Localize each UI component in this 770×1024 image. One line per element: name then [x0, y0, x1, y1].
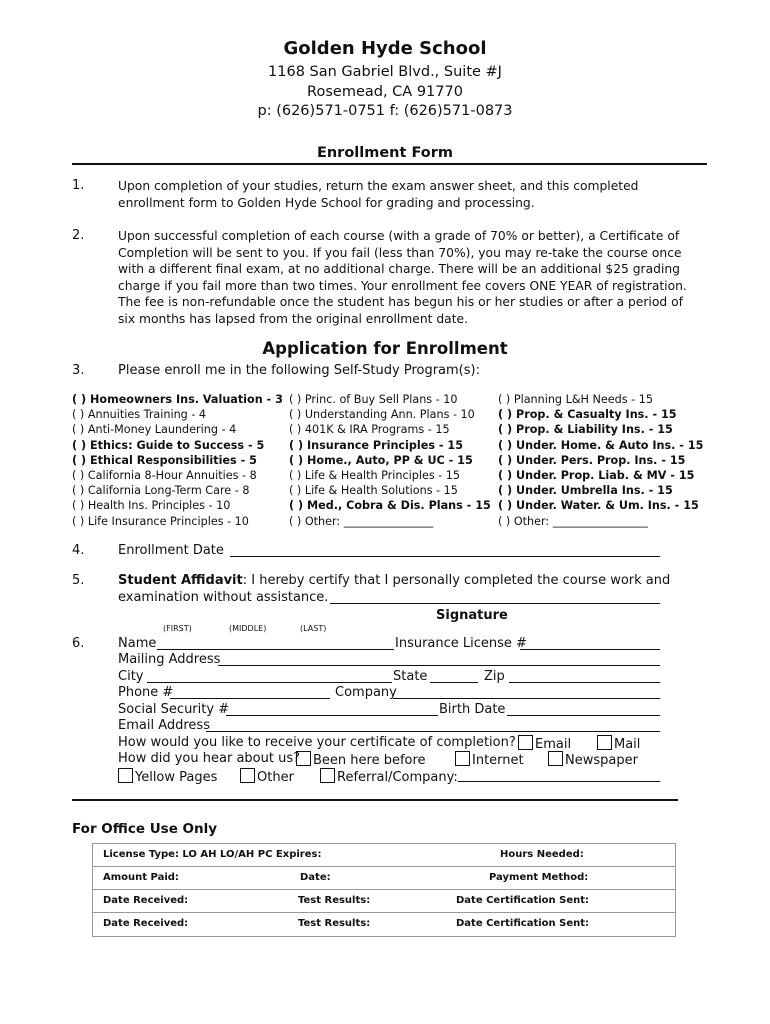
program-option[interactable]: ( ) Ethical Responsibilities - 5: [72, 453, 257, 467]
program-option[interactable]: ( ) Health Ins. Principles - 10: [72, 499, 231, 513]
ssn-label: Social Security #: [118, 702, 230, 717]
hear-been-here-option[interactable]: [296, 751, 426, 768]
name-hint-middle: (MIDDLE): [229, 624, 267, 633]
state-label: State: [393, 669, 428, 684]
company-field[interactable]: [393, 698, 660, 699]
phone-field[interactable]: [170, 698, 330, 699]
mail-checkbox[interactable]: [597, 735, 612, 750]
office-use-title: For Office Use Only: [72, 821, 218, 837]
program-column-2: [289, 392, 491, 529]
program-option[interactable]: ( ) California 8-Hour Annuities - 8: [72, 469, 257, 483]
affidavit-text: : I hereby certify that I personally completed the course work and: [242, 573, 671, 588]
address-line-1: 1168 San Gabriel Blvd., Suite #J: [268, 64, 502, 80]
section-rule: [72, 799, 678, 801]
program-option[interactable]: ( ) Under. Umbrella Ins. - 15: [498, 484, 673, 498]
email-address-label: Email Address: [118, 718, 210, 733]
enrollment-date-field[interactable]: [230, 556, 660, 557]
phone-fax: p: (626)571-0751 f: (626)571-0873: [257, 103, 513, 119]
office-cell-results-1: Test Results:: [298, 895, 371, 906]
form-title: Enrollment Form: [316, 145, 454, 161]
program-option[interactable]: ( ) 401K & IRA Programs - 15: [289, 423, 450, 437]
item-3-text: Please enroll me in the following Self-Study Program(s):: [118, 363, 480, 378]
hear-other-option[interactable]: [240, 768, 294, 785]
name-field[interactable]: [157, 649, 394, 650]
program-column-1: [72, 392, 283, 529]
name-hint-first: (FIRST): [163, 624, 192, 633]
address-line-2: Rosemead, CA 91770: [307, 84, 463, 100]
program-option[interactable]: ( ) Understanding Ann. Plans - 10: [289, 408, 475, 422]
zip-field[interactable]: [509, 682, 660, 683]
program-option[interactable]: ( ) Other: _________________: [498, 514, 648, 528]
item-2-text: Upon successful completion of each course (with a grade of 70% or better), a Certificate of Completion will be sent to you. If you fail (less than 70%), you may re-take the course once with a different final exam, at no additional charge. There will be an additional $25 grading charge if you fail more than two times. Your enrollment fee covers ONE YEAR of registration. The fee is non-refundable once the student has begun his or her studies or after a period of six months has lapsed from the original enrollment date.: [118, 229, 687, 326]
yellow-pages-label: Yellow Pages: [135, 770, 218, 785]
ssn-field[interactable]: [226, 715, 438, 716]
program-option[interactable]: ( ) Planning L&H Needs - 15: [498, 393, 653, 406]
office-cell-cert-1: Date Certification Sent:: [456, 895, 590, 906]
program-option[interactable]: ( ) Life Insurance Principles - 10: [72, 514, 249, 528]
phone-label: Phone #: [118, 685, 174, 700]
email-address-field[interactable]: [206, 731, 660, 732]
office-cell-received-1: Date Received:: [103, 895, 189, 906]
office-cell-received-2: Date Received:: [103, 918, 189, 929]
internet-checkbox[interactable]: [455, 751, 470, 766]
name-label: Name: [118, 636, 157, 651]
item-6-number: 6.: [72, 636, 85, 651]
hear-referral-option[interactable]: [320, 768, 458, 785]
program-option[interactable]: ( ) Home., Auto, PP & UC - 15: [289, 453, 473, 467]
item-3-number: 3.: [72, 363, 85, 378]
email-checkbox[interactable]: [518, 735, 533, 750]
license-field[interactable]: [520, 649, 660, 650]
mailing-label: Mailing Address: [118, 652, 221, 667]
program-option[interactable]: ( ) Anti-Money Laundering - 4: [72, 423, 237, 437]
affidavit-label: Student Affidavit: [118, 573, 243, 588]
office-cell-license: License Type: LO AH LO/AH PC Expires:: [103, 849, 322, 860]
birth-date-label: Birth Date: [439, 702, 506, 717]
office-cell-payment: Payment Method:: [489, 872, 589, 883]
referral-field[interactable]: [458, 781, 660, 782]
item-2-number: 2.: [72, 228, 85, 243]
zip-label: Zip: [484, 669, 505, 684]
application-title: Application for Enrollment: [262, 339, 508, 358]
newspaper-checkbox[interactable]: [548, 751, 563, 766]
state-field[interactable]: [430, 682, 478, 683]
program-option[interactable]: ( ) Prop. & Casualty Ins. - 15: [498, 408, 677, 422]
city-label: City: [118, 669, 144, 684]
program-option[interactable]: ( ) Under. Pers. Prop. Ins. - 15: [498, 453, 686, 467]
office-cell-cert-2: Date Certification Sent:: [456, 918, 590, 929]
program-option[interactable]: ( ) Under. Prop. Liab. & MV - 15: [498, 469, 695, 483]
program-option[interactable]: ( ) Under. Home. & Auto Ins. - 15: [498, 438, 704, 452]
enrollment-date-label: Enrollment Date: [118, 543, 224, 558]
program-option[interactable]: ( ) Med., Cobra & Dis. Plans - 15: [289, 499, 491, 513]
receive-email-option[interactable]: [518, 735, 571, 752]
referral-label: Referral/Company:: [337, 770, 458, 785]
program-option[interactable]: ( ) Homeowners Ins. Valuation - 3: [72, 393, 283, 406]
other-checkbox[interactable]: [240, 768, 255, 783]
signature-label: Signature: [436, 608, 508, 623]
program-option[interactable]: ( ) Ethics: Guide to Success - 5: [72, 438, 265, 452]
program-option[interactable]: ( ) Life & Health Principles - 15: [289, 469, 461, 483]
been-here-checkbox[interactable]: [296, 751, 311, 766]
hear-internet-option[interactable]: [455, 751, 524, 768]
other-label: Other: [257, 770, 294, 785]
program-option[interactable]: ( ) Princ. of Buy Sell Plans - 10: [289, 393, 458, 406]
item-5-number: 5.: [72, 573, 85, 588]
mail-option-label: Mail: [614, 737, 641, 752]
signature-field[interactable]: [330, 603, 660, 604]
yellow-pages-checkbox[interactable]: [118, 768, 133, 783]
office-cell-hours: Hours Needed:: [500, 849, 584, 860]
item-1-text: Upon completion of your studies, return the exam answer sheet, and this completed enrollment form to Golden Hyde School for grading and processing.: [118, 179, 639, 210]
program-option[interactable]: ( ) Annuities Training - 4: [72, 408, 207, 422]
email-option-label: Email: [535, 737, 572, 752]
program-option[interactable]: ( ) Other: ________________: [289, 514, 434, 528]
newspaper-label: Newspaper: [565, 753, 638, 768]
program-option[interactable]: ( ) Under. Water. & Um. Ins. - 15: [498, 499, 699, 513]
office-cell-amount: Amount Paid:: [103, 872, 179, 883]
city-field[interactable]: [147, 682, 392, 683]
been-here-label: Been here before: [313, 753, 426, 768]
name-hint-last: (LAST): [300, 624, 327, 633]
affidavit-text-2: examination without assistance.: [118, 590, 329, 605]
hear-yellow-pages-option[interactable]: [118, 768, 217, 785]
license-label: Insurance License #: [395, 636, 527, 651]
company-label: Company: [335, 685, 397, 700]
program-column-3: [498, 392, 703, 529]
program-option[interactable]: ( ) California Long-Term Care - 8: [72, 484, 250, 498]
birth-date-field[interactable]: [507, 715, 660, 716]
office-cell-results-2: Test Results:: [298, 918, 371, 929]
program-option[interactable]: ( ) Prop. & Liability Ins. - 15: [498, 423, 673, 437]
hear-question: How did you hear about us?: [118, 751, 300, 766]
internet-label: Internet: [472, 753, 524, 768]
office-cell-date: Date:: [300, 872, 331, 883]
mailing-field[interactable]: [218, 665, 660, 666]
receive-question: How would you like to receive your certificate of completion?: [118, 735, 516, 750]
receive-mail-option[interactable]: [597, 735, 640, 752]
title-rule: [72, 163, 707, 165]
program-option[interactable]: ( ) Insurance Principles - 15: [289, 438, 463, 452]
item-1-number: 1.: [72, 178, 85, 193]
school-name: Golden Hyde School: [283, 38, 487, 59]
referral-checkbox[interactable]: [320, 768, 335, 783]
hear-newspaper-option[interactable]: [548, 751, 638, 768]
item-4-number: 4.: [72, 543, 85, 558]
program-option[interactable]: ( ) Life & Health Solutions - 15: [289, 484, 458, 498]
